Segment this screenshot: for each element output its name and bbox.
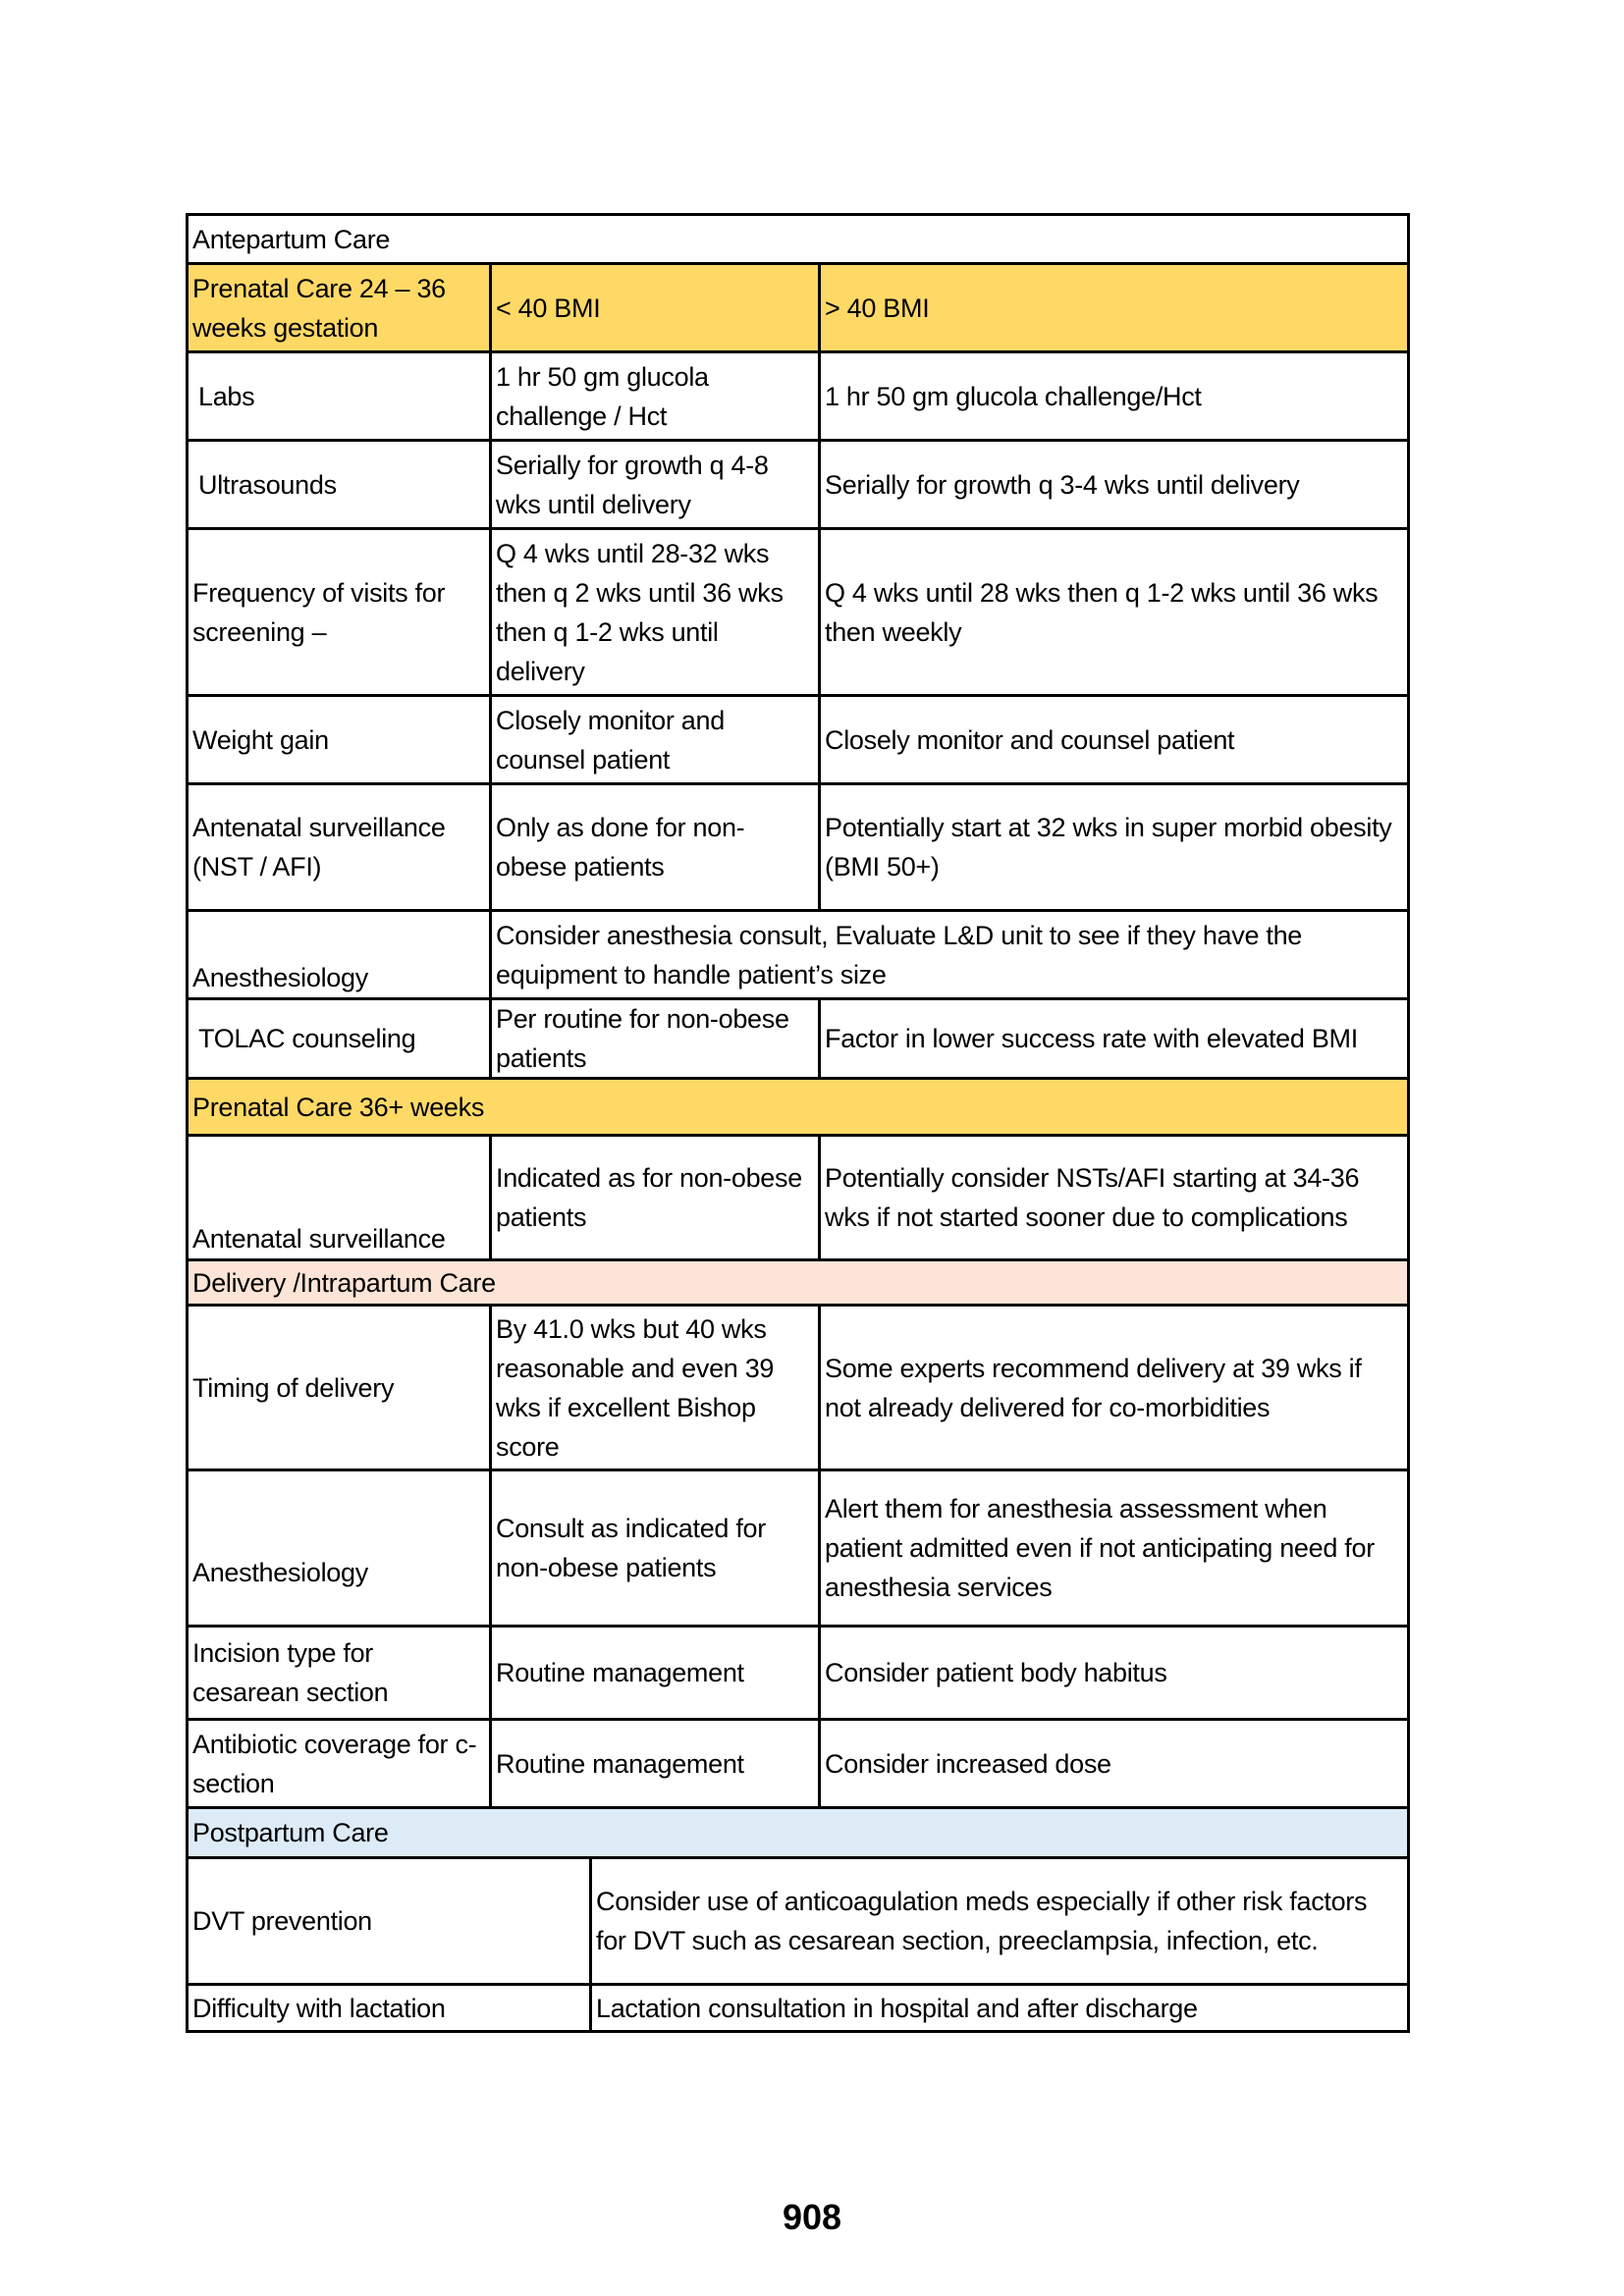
- table-row: [189, 697, 1407, 785]
- row-label: Ultrasounds: [189, 442, 492, 527]
- antepartum-care-table: [186, 213, 1410, 2033]
- cell-gt40: Potentially consider NSTs/AFI starting at 34-36 wks if not started sooner due to complications: [825, 1163, 1360, 1232]
- table-row: [189, 353, 1407, 442]
- cell-lt40: Q 4 wks until 28-32 wks then q 2 wks until 36 wks then q 1-2 wks until delivery: [492, 530, 821, 694]
- table-title-row: [189, 216, 1407, 265]
- row-label: Antenatal surveillance (NST / AFI): [189, 785, 492, 909]
- cell-lt40: Serially for growth q 4-8 wks until delivery: [492, 442, 821, 527]
- cell-lt40: Routine management: [492, 1721, 821, 1806]
- row-label: Incision type for cesarean section: [189, 1628, 492, 1718]
- row-label: DVT prevention: [189, 1859, 592, 1983]
- row-label: TOLAC counseling: [189, 1000, 492, 1077]
- cell-gt40: Factor in lower success rate with elevated BMI: [825, 1024, 1358, 1053]
- cell-gt40: Q 4 wks until 28 wks then q 1-2 wks until 36 wks then weekly: [825, 577, 1379, 647]
- section-header-postpartum: [189, 1809, 1407, 1859]
- column-header-lt40-bmi: < 40 BMI: [492, 265, 821, 350]
- row-label: Difficulty with lactation: [189, 1986, 592, 2030]
- section-label: Delivery /Intrapartum Care: [192, 1267, 496, 1298]
- cell-gt40: 1 hr 50 gm glucola challenge/Hct: [825, 381, 1202, 411]
- row-label: Anesthesiology: [189, 1471, 492, 1625]
- cell-lt40: By 41.0 wks but 40 wks reasonable and even 39 wks if excellent Bishop score: [492, 1307, 821, 1468]
- cell-lt40: Consult as indicated for non-obese patients: [492, 1471, 821, 1625]
- table-row: [189, 1000, 1407, 1080]
- cell-lt40: Routine management: [492, 1628, 821, 1718]
- cell-lt40: Closely monitor and counsel patient: [492, 697, 821, 782]
- section-label: Prenatal Care 36+ weeks: [192, 1092, 485, 1122]
- row-label: Timing of delivery: [189, 1307, 492, 1468]
- cell-lt40: Per routine for non-obese patients: [492, 1000, 821, 1077]
- table-row: [189, 1137, 1407, 1261]
- table-row: [189, 1859, 1407, 1986]
- section-header-prenatal-36-plus: [189, 1080, 1407, 1137]
- table-row: [189, 1471, 1407, 1628]
- cell-lt40: Only as done for non-obese patients: [492, 785, 821, 909]
- cell-gt40: Some experts recommend delivery at 39 wks if not already delivered for co-morbidities: [825, 1353, 1362, 1422]
- cell-value: Lactation consultation in hospital and after discharge: [596, 1993, 1198, 2023]
- section-label: Prenatal Care 24 – 36 weeks gestation: [189, 265, 492, 350]
- table-row: [189, 912, 1407, 1000]
- row-label: Antenatal surveillance: [189, 1137, 492, 1258]
- cell-gt40: Serially for growth q 3-4 wks until delivery: [825, 469, 1300, 500]
- table-row: [189, 1628, 1407, 1721]
- cell-value: Consider use of anticoagulation meds especially if other risk factors for DVT such as cesarean section, preeclampsia, infection, etc.: [596, 1887, 1368, 1955]
- column-header-gt40-bmi: > 40 BMI: [825, 293, 930, 323]
- row-label: Antibiotic coverage for c-section: [189, 1721, 492, 1806]
- table-row: [189, 530, 1407, 697]
- table-row: [189, 1986, 1407, 2030]
- cell-merged: Consider anesthesia consult, Evaluate L&D unit to see if they have the equipment to handle patient’s size: [496, 920, 1303, 989]
- table-row: [189, 1721, 1407, 1809]
- cell-gt40: Consider increased dose: [825, 1748, 1111, 1779]
- row-label: Frequency of visits for screening –: [189, 530, 492, 694]
- row-label: Weight gain: [189, 697, 492, 782]
- row-label: Labs: [189, 353, 492, 439]
- page-number: 908: [782, 2197, 842, 2237]
- cell-gt40: Closely monitor and counsel patient: [825, 724, 1235, 755]
- table-row: [189, 442, 1407, 530]
- table-row: [189, 1307, 1407, 1471]
- cell-gt40: Alert them for anesthesia assessment when patient admitted even if not anticipating need for anesthesia services: [825, 1494, 1375, 1602]
- section-header-delivery: [189, 1261, 1407, 1307]
- table-title: Antepartum Care: [192, 224, 391, 254]
- cell-lt40: 1 hr 50 gm glucola challenge / Hct: [492, 353, 821, 439]
- cell-gt40: Consider patient body habitus: [825, 1658, 1167, 1687]
- row-label: Anesthesiology: [189, 912, 492, 997]
- cell-lt40: Indicated as for non-obese patients: [492, 1137, 821, 1258]
- cell-gt40: Potentially start at 32 wks in super morbid obesity (BMI 50+): [825, 813, 1392, 881]
- table-row: [189, 785, 1407, 912]
- section-label: Postpartum Care: [192, 1818, 389, 1847]
- section-header-prenatal-24-36: [189, 265, 1407, 353]
